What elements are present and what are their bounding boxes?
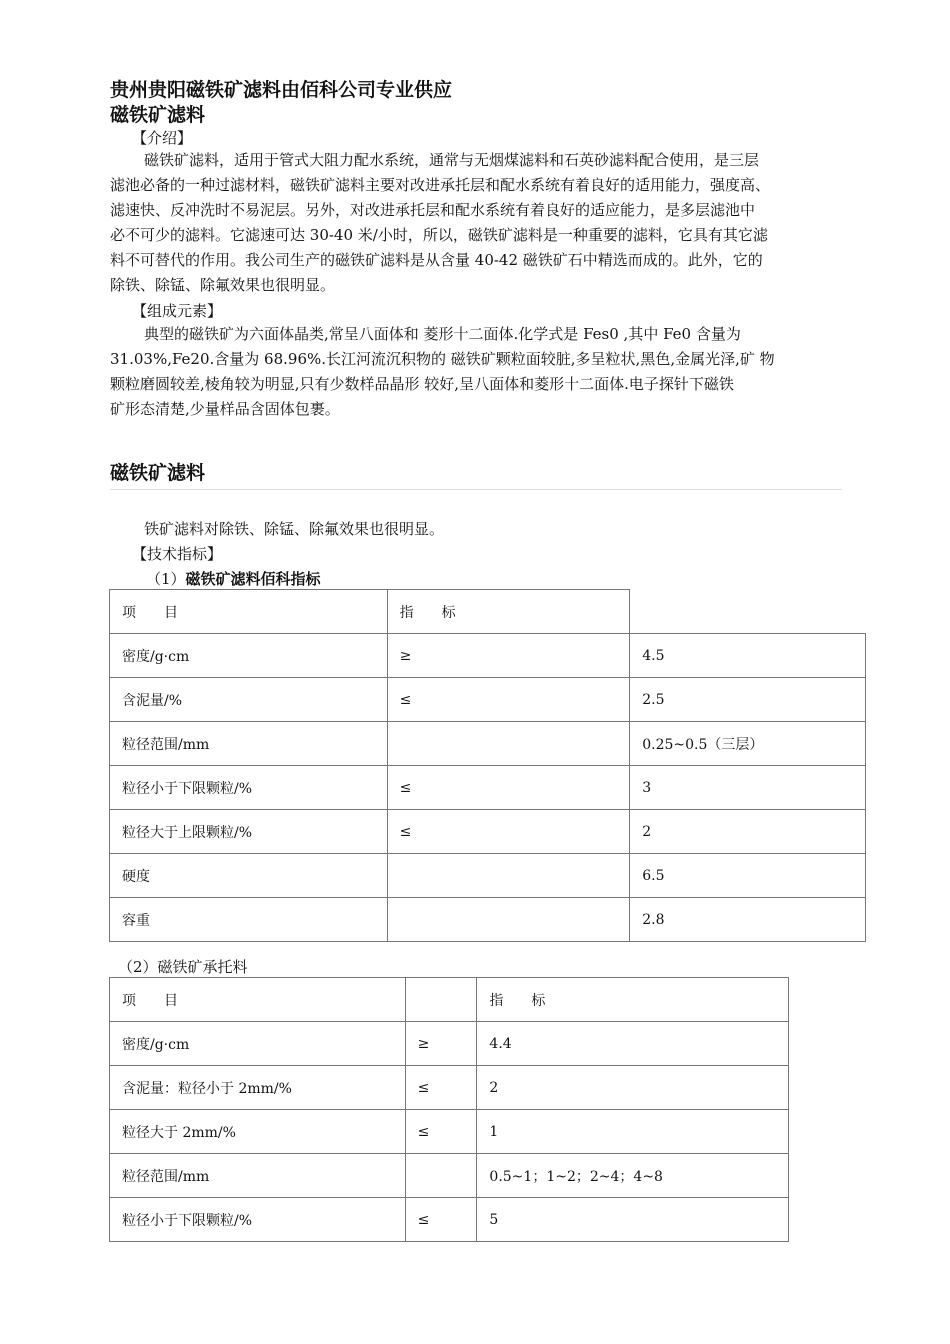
table-row [110, 1198, 789, 1242]
intro-heading: 【介绍】 [132, 129, 193, 147]
table2-cell: 5 [477, 1198, 789, 1242]
table-row [110, 810, 866, 854]
table1-cell: 容重 [110, 898, 388, 942]
composition-line: 典型的磁铁矿为六面体晶类,常呈八面体和 菱形十二面体.化学式是 Fes0 ,其中 Fe0 含量为 [144, 325, 741, 343]
table-row [110, 1066, 789, 1110]
table1-cell: ≤ [387, 766, 630, 810]
table1-cell: 3 [630, 766, 866, 810]
table1-cell: 4.5 [630, 634, 866, 678]
tech-heading: 【技术指标】 [132, 545, 223, 563]
table2-cell [405, 1154, 477, 1198]
composition-line: 颗粒磨圆较差,棱角较为明显,只有少数样品晶形 较好,呈八面体和菱形十二面体.电子探针下磁铁 [110, 375, 734, 393]
table1-cell [387, 898, 630, 942]
table1-cell: 粒径大于上限颗粒/% [110, 810, 388, 854]
intro-line: 料不可替代的作用。我公司生产的磁铁矿滤料是从含量 40-42 磁铁矿石中精选而成的。此外，它的 [110, 251, 763, 269]
table2-header-row [110, 978, 789, 1022]
table-row [110, 1154, 789, 1198]
table-row [110, 898, 866, 942]
table1-header-empty [630, 590, 866, 634]
composition-heading: 【组成元素】 [132, 302, 223, 320]
table2-header-item: 项 目 [110, 978, 406, 1022]
table2-cell: ≤ [405, 1066, 477, 1110]
table1-header-row [110, 590, 866, 634]
composition-line: 矿形态清楚,少量样品含固体包裹。 [110, 400, 340, 418]
table-row [110, 634, 866, 678]
table2-cell: ≤ [405, 1110, 477, 1154]
composition-line: 31.03%,Fe20.含量为 68.96%.长江河流沉积物的 磁铁矿颗粒面较脏,多呈粒状,黑色,金属光泽,矿 物 [110, 350, 775, 368]
table1-cell: ≤ [387, 810, 630, 854]
table2-cell: 粒径小于下限颗粒/% [110, 1198, 406, 1242]
table1-cell: 2.8 [630, 898, 866, 942]
table2-header-index: 指 标 [477, 978, 789, 1022]
intro-paragraph [110, 148, 840, 298]
table1-cell: 2 [630, 810, 866, 854]
table2-cell: 4.4 [477, 1022, 789, 1066]
section-divider [110, 489, 842, 490]
table1-cell: 硬度 [110, 854, 388, 898]
table2-cell: 1 [477, 1110, 789, 1154]
table1-cell: 密度/g·cm [110, 634, 388, 678]
intro-line: 必不可少的滤料。它滤速可达 30-40 米/小时，所以，磁铁矿滤料是一种重要的滤料，它具有其它滤 [110, 226, 768, 244]
table1-cell: ≤ [387, 678, 630, 722]
table1-cell: 6.5 [630, 854, 866, 898]
table1-cell [387, 854, 630, 898]
page-subtitle: 磁铁矿滤料 [110, 104, 206, 126]
table2-header-empty [405, 978, 477, 1022]
section-text: 铁矿滤料对除铁、除锰、除氟效果也很明显。 [144, 520, 445, 538]
intro-line: 磁铁矿滤料，适用于管式大阻力配水系统，通常与无烟煤滤料和石英砂滤料配合使用，是三层 [144, 151, 760, 169]
table2 [109, 977, 789, 1242]
table1-header-item: 项 目 [110, 590, 388, 634]
page-title: 贵州贵阳磁铁矿滤料由佰科公司专业供应 [110, 79, 453, 101]
table1 [109, 589, 866, 942]
table-row [110, 1022, 789, 1066]
table2-cell: 粒径范围/mm [110, 1154, 406, 1198]
intro-line: 除铁、除锰、除氟效果也很明显。 [110, 276, 336, 294]
intro-line: 滤速快、反冲洗时不易泥层。另外，对改进承托层和配水系统有着良好的适应能力，是多层滤池中 [110, 201, 756, 219]
table-row [110, 722, 866, 766]
table1-caption: （1）磁铁矿滤料佰科指标 [146, 570, 321, 588]
intro-line: 滤池必备的一种过滤材料，磁铁矿滤料主要对改进承托层和配水系统有着良好的适用能力，强度高、 [110, 176, 771, 194]
table-row [110, 854, 866, 898]
table2-cell: 0.5~1；1~2；2~4；4~8 [477, 1154, 789, 1198]
table-row [110, 678, 866, 722]
table2-cell: 粒径大于 2mm/% [110, 1110, 406, 1154]
table1-cell: 粒径范围/mm [110, 722, 388, 766]
table2-cell: ≥ [405, 1022, 477, 1066]
table2-cell: 2 [477, 1066, 789, 1110]
table1-header-index: 指 标 [387, 590, 630, 634]
table-row [110, 766, 866, 810]
table1-cell: 0.25~0.5（三层） [630, 722, 866, 766]
table1-cell: ≥ [387, 634, 630, 678]
table1-cell: 2.5 [630, 678, 866, 722]
table2-caption: （2）磁铁矿承托料 [118, 958, 248, 976]
table1-cell: 含泥量/% [110, 678, 388, 722]
section-title: 磁铁矿滤料 [110, 462, 206, 484]
table2-cell: 密度/g·cm [110, 1022, 406, 1066]
table2-cell: ≤ [405, 1198, 477, 1242]
table1-cell [387, 722, 630, 766]
table1-cell: 粒径小于下限颗粒/% [110, 766, 388, 810]
table-row [110, 1110, 789, 1154]
composition-paragraph [110, 322, 840, 422]
table2-cell: 含泥量：粒径小于 2mm/% [110, 1066, 406, 1110]
